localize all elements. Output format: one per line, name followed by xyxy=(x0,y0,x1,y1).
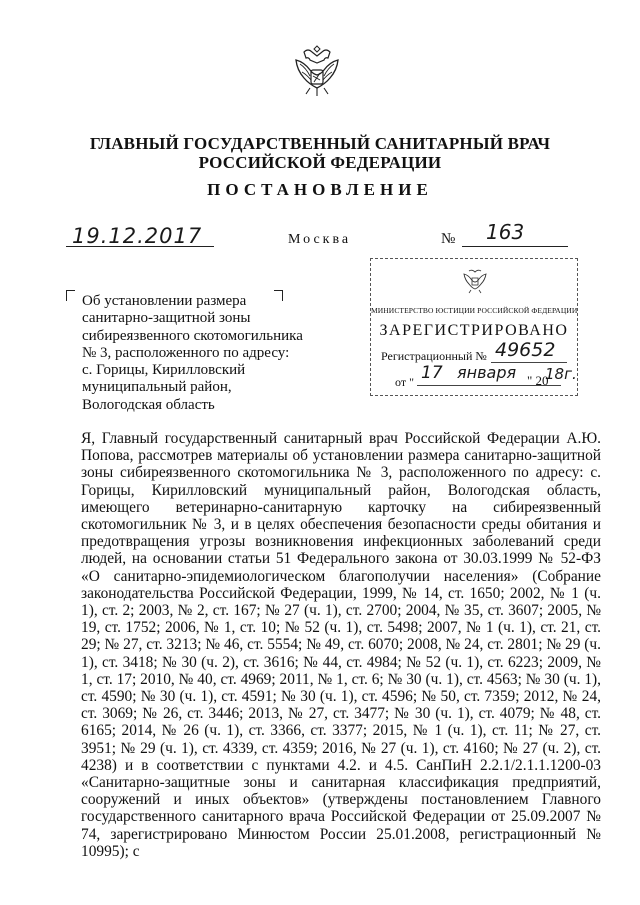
stamp-year-prefix: " 20 xyxy=(527,373,549,388)
subject-line: Об установлении размера xyxy=(82,293,247,309)
authority-line-1: ГЛАВНЫЙ ГОСУДАРСТВЕННЫЙ САНИТАРНЫЙ ВРАЧ xyxy=(89,134,551,153)
stamp-year-suffix: 18г. xyxy=(545,365,577,383)
stamp-month: января xyxy=(457,363,517,382)
body-paragraph: Я, Главный государственный санитарный врач Российской Федерации А.Ю. Попова, рассмотрев материалы об установлении размера санитарно-защитной зоны сибиреязвенного скотомогильника № 3, расположенного по адресу: с. Горицы, Кирилловский муниципальный район, Вологодская область, имеющего ветеринарно-санитарную карточку на сибиреязвенный скотомогильник № 3, и в целях обеспечения безопасности среды обитания и предотвращения угрозы возникновения инфекционных заболеваний среди людей, на основании статьи 51 Федерального закона от 30.03.1999 № 52-ФЗ «О санитарно-эпидемиологическом благополучии населения» (Собрание законодательства Российской Федерации, 1999, № 14, ст. 1650; 2002, № 1 (ч. 1), ст. 2; 2003, № 2, ст. 167; № 27 (ч. 1), ст. 2700; 2004, № 35, ст. 3607; 2005, № 19, ст. 1752; 2006, № 1, ст. 10; № 52 (ч. 1), ст. 5498; 2007, № 1 (ч. 1), ст. 21, ст. 29; № 27, ст. 3213; № 46, ст. 5554; № 49, ст. 6070; 2008, № 24, ст. 2801; № 29 (ч. 1), ст. 3418; № 30 (ч. 2), ст. 3616; № 44, ст. 4984; № 52 (ч. 1), ст. 6223; 2009, № 1, ст. 17; 2010, № 40, ст. 4969; 2011, № 1, ст. 6; № 30 (ч. 1), ст. 4563; № 30 (ч. 1), ст. 4590; № 30 (ч. 1), ст. 4591; № 30 (ч. 1), ст. 4596; № 50, ст. 7359; 2012, № 24, ст. 3069; № 26, ст. 3446; 2013, № 27, ст. 3477; № 30 (ч. 1), ст. 4079; № 48, ст. 6165; 2014, № 26 (ч. 1), ст. 3366, ст. 3377; 2015, № 1 (ч. 1), ст. 11; № 27, ст. 3951; № 29 (ч. 1), ст. 4339, ст. 4359; 2016, № 27 (ч. 1), ст. 4160; № 27 (ч. 2), ст. 4238) и в соответствии с пунктами 4.2. и 4.5. СанПиН 2.2.1/2.1.1.1200-03 «Санитарно-защитные зоны и санитарная классификация предприятий, сооружений и иных объектов» (утверждены постановлением Главного государственного санитарного врача Российской Федерации от 25.09.2007 № 74, зарегистрировано Минюстом России 25.01.2008, регистрационный № 10995); с xyxy=(81,430,601,860)
number-sign: № xyxy=(441,231,456,247)
stamp-date-underline xyxy=(417,385,561,386)
stamp-emblem-icon xyxy=(461,265,489,295)
subject-line: муниципальный район, xyxy=(82,379,232,396)
authority-line-2: РОССИЙСКОЙ ФЕДЕРАЦИИ xyxy=(198,153,442,172)
subject-line: сибиреязвенного скотомогильника xyxy=(82,327,303,344)
stamp-ministry: МИНИСТЕРСТВО ЮСТИЦИИ РОССИЙСКОЙ ФЕДЕРАЦИИ xyxy=(371,306,578,315)
subject-line: санитарно-защитной зоны xyxy=(82,310,251,327)
subject-line: Вологодская область xyxy=(82,396,215,413)
document-subject xyxy=(82,293,303,414)
subject-line: с. Горицы, Кирилловский xyxy=(82,362,246,379)
document-number: 163 xyxy=(486,220,525,244)
stamp-reg-number: 49652 xyxy=(495,339,556,361)
stamp-registered: ЗАРЕГИСТРИРОВАНО xyxy=(379,322,569,339)
document-type-title: ПОСТАНОВЛЕНИЕ xyxy=(207,180,433,199)
registration-stamp xyxy=(370,258,578,396)
number-underline xyxy=(462,246,568,247)
document-city: Москва xyxy=(288,232,352,247)
subject-line: № 3, расположенного по адресу: xyxy=(82,344,290,361)
issuing-authority xyxy=(60,134,580,172)
stamp-from-label: от " xyxy=(395,375,414,389)
document-date: 19.12.2017 xyxy=(72,224,203,248)
date-underline xyxy=(66,246,214,247)
stamp-reg-number-label: Регистрационный № xyxy=(381,349,487,363)
subject-bracket-left xyxy=(66,290,75,301)
stamp-day: 17 xyxy=(421,363,443,383)
coat-of-arms-emblem xyxy=(292,42,342,98)
